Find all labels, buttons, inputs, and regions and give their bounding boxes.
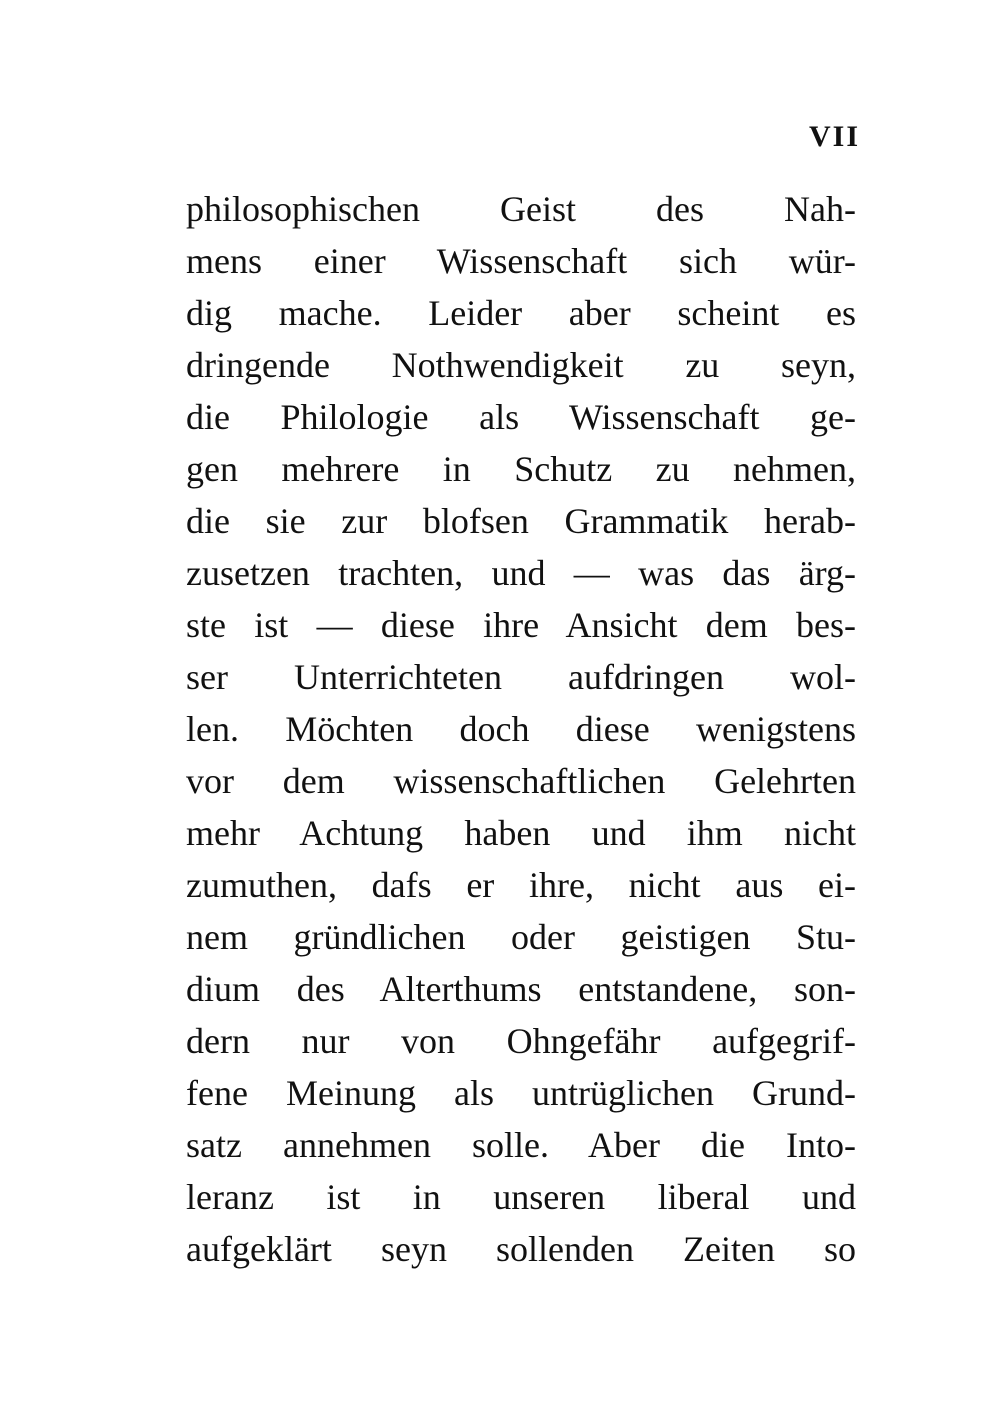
- text-line: fene Meinung als untrüglichen Grund-: [186, 1073, 856, 1113]
- text-line: ser Unterrichteten aufdringen wol-: [186, 657, 856, 697]
- text-line: mens einer Wissenschaft sich wür-: [186, 241, 856, 281]
- text-line: vor dem wissenschaftlichen Gelehrten: [186, 761, 856, 801]
- text-line: zumuthen, dafs er ihre, nicht aus ei-: [186, 865, 856, 905]
- text-line: satz annehmen solle. Aber die Into-: [186, 1125, 856, 1165]
- text-line: len. Möchten doch diese wenigstens: [186, 709, 856, 749]
- text-line: die sie zur blofsen Grammatik herab-: [186, 501, 856, 541]
- text-line: dium des Alterthums entstandene, son-: [186, 969, 856, 1009]
- text-line: nem gründlichen oder geistigen Stu-: [186, 917, 856, 957]
- text-line: philosophischen Geist des Nah-: [186, 189, 856, 229]
- page-number: VII: [808, 120, 860, 153]
- text-line: die Philologie als Wissenschaft ge-: [186, 397, 856, 437]
- body-text: [186, 183, 856, 1275]
- text-line: dern nur von Ohngefähr aufgegrif-: [186, 1021, 856, 1061]
- text-line: ste ist — diese ihre Ansicht dem bes-: [186, 605, 856, 645]
- text-line: dringende Nothwendigkeit zu seyn,: [186, 345, 856, 385]
- text-line: zusetzen trachten, und — was das ärg-: [186, 553, 856, 593]
- text-line: mehr Achtung haben und ihm nicht: [186, 813, 856, 853]
- text-line: dig mache. Leider aber scheint es: [186, 293, 856, 333]
- text-line: gen mehrere in Schutz zu nehmen,: [186, 449, 856, 489]
- text-line: leranz ist in unseren liberal und: [186, 1177, 856, 1217]
- text-line: aufgeklärt seyn sollenden Zeiten so: [186, 1229, 856, 1269]
